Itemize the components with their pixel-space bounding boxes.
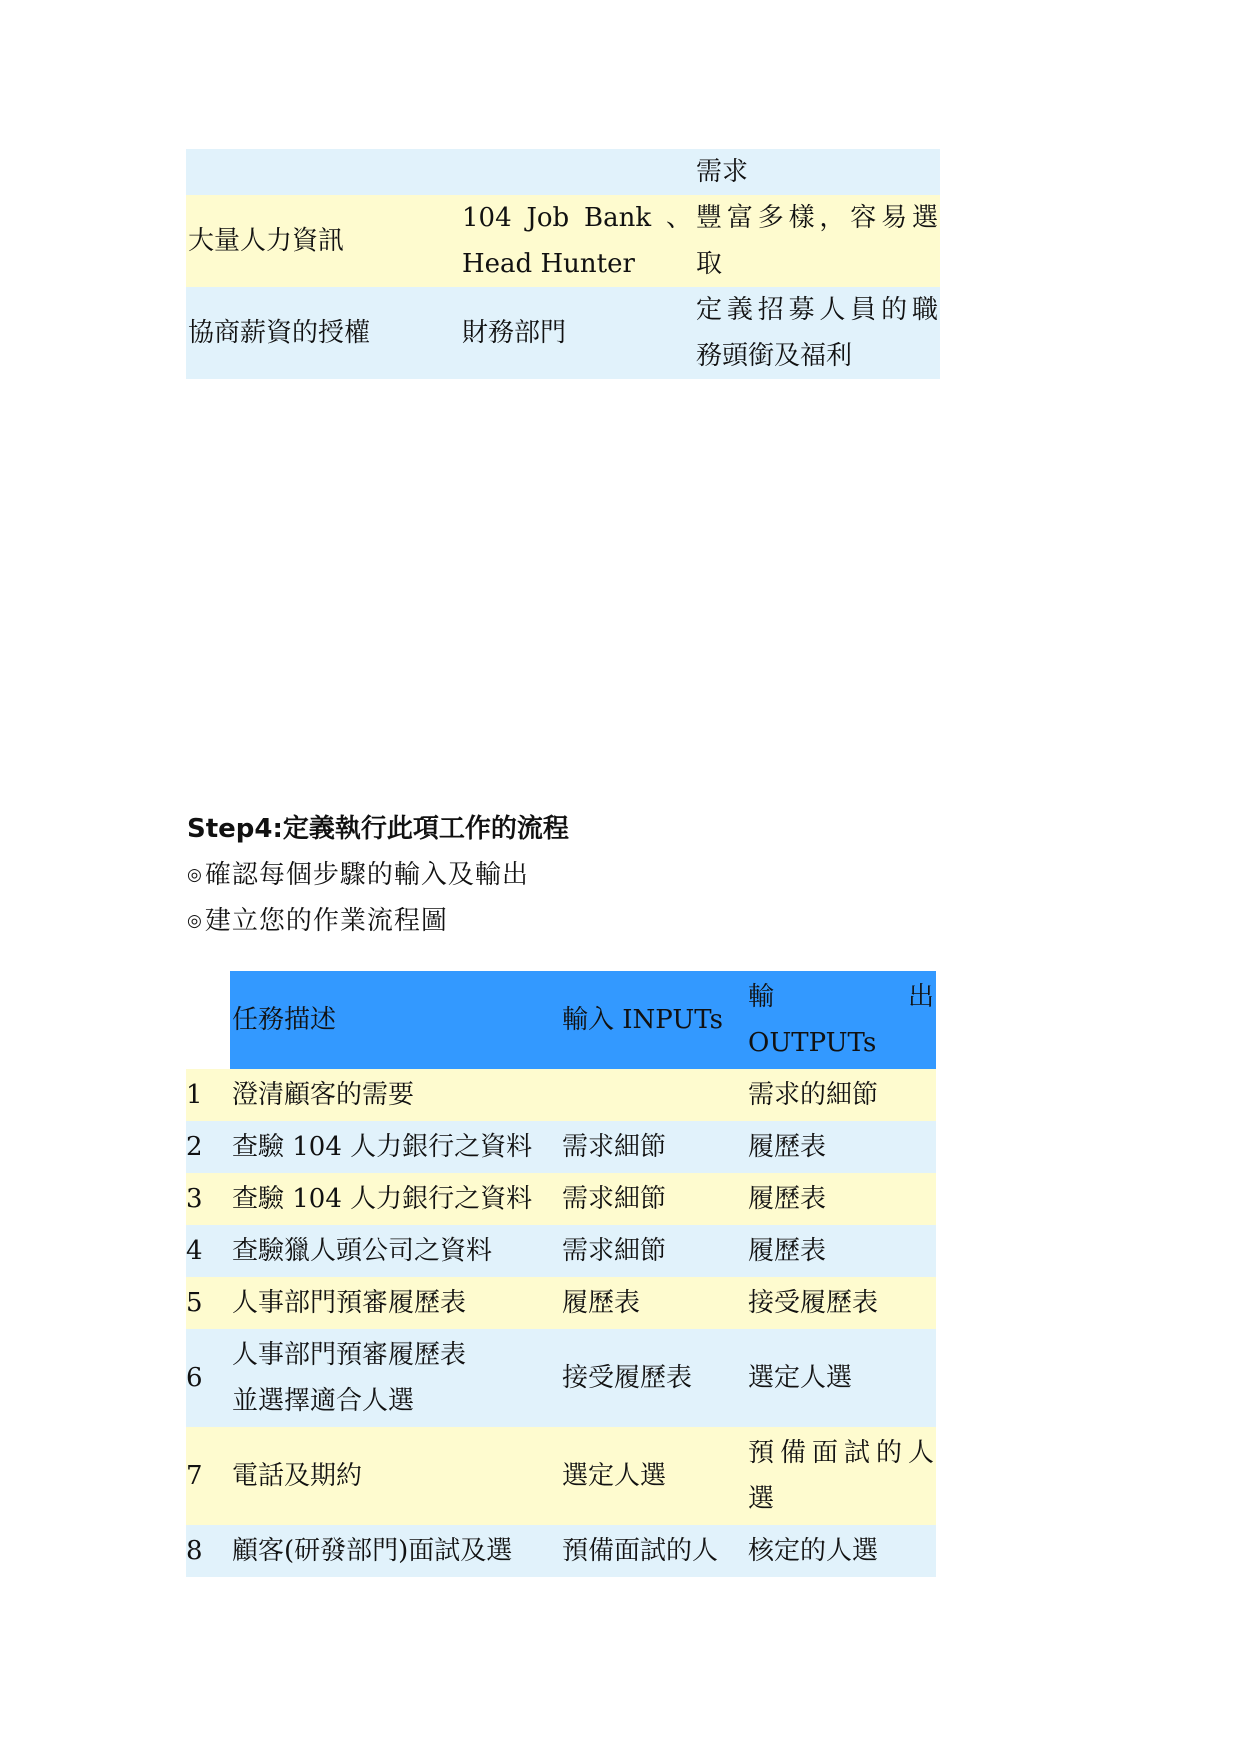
table-row: [186, 1277, 936, 1329]
table-cell: 協商薪資的授權: [188, 318, 371, 348]
table-row: [186, 1225, 936, 1277]
input-cell: 預備面試的人: [562, 1536, 719, 1566]
cell-line: 並選擇適合人選: [232, 1386, 415, 1416]
task-cell: 電話及期約: [232, 1461, 363, 1491]
table-cell: 大量人力資訊: [188, 226, 345, 256]
output-cell: [746, 1427, 936, 1525]
output-cell: 履歷表: [748, 1236, 827, 1266]
task-cell: 人事部門預審履歷表: [232, 1288, 467, 1318]
table-row: [186, 1173, 936, 1225]
output-cell: 接受履歷表: [748, 1288, 879, 1318]
header-outputs-line: 輸 出: [748, 982, 934, 1012]
cell-line: 取: [696, 249, 723, 279]
workflow-table: [186, 971, 936, 1577]
table-header-row: [186, 971, 936, 1069]
task-cell: 顧客(研發部門)面試及選: [232, 1536, 513, 1566]
table-cell: [694, 195, 940, 287]
output-cell: 履歷表: [748, 1132, 827, 1162]
input-cell: 履歷表: [562, 1288, 641, 1318]
cell-line: 定義招募人員的職: [696, 295, 938, 325]
bullet-text: 確認每個步驟的輸入及輸出: [204, 860, 529, 890]
cell-line: 豐富多樣，容易選: [696, 203, 938, 233]
step-number: 6: [186, 1363, 203, 1393]
table-row: [186, 1121, 936, 1173]
step-number: 8: [186, 1536, 203, 1566]
step-number: 1: [186, 1080, 203, 1110]
task-cell: [230, 1329, 560, 1427]
header-task: 任務描述: [230, 971, 560, 1069]
cell-line: 務頭銜及福利: [696, 341, 853, 371]
output-cell: 選定人選: [748, 1363, 853, 1393]
task-cell: 查驗 104 人力銀行之資料: [232, 1184, 533, 1214]
circle-bullet-icon: ◎: [187, 865, 203, 885]
input-cell: 需求細節: [562, 1132, 667, 1162]
header-outputs: [746, 971, 936, 1069]
cell-line: 預備面試的人: [748, 1438, 934, 1468]
table-row: [186, 1329, 936, 1427]
cell-line: Head Hunter: [462, 249, 635, 279]
header-cell-blank: [186, 971, 230, 1069]
table-row: [186, 1069, 936, 1121]
table-row: [186, 287, 940, 379]
table-row: [186, 149, 940, 195]
output-cell: 需求的細節: [748, 1080, 879, 1110]
input-cell: 接受履歷表: [562, 1363, 693, 1393]
header-inputs: 輸入 INPUTs: [560, 971, 746, 1069]
bullet-text: 建立您的作業流程圖: [204, 906, 448, 936]
table-cell: [186, 149, 460, 195]
bullet-item: [187, 855, 529, 895]
table-row: [186, 1525, 936, 1577]
input-cell: 選定人選: [562, 1461, 667, 1491]
header-outputs-line: OUTPUTs: [748, 1028, 877, 1058]
input-cell: 需求細節: [562, 1236, 667, 1266]
step-number: 7: [186, 1461, 203, 1491]
bullet-item: [187, 901, 448, 941]
table-row: [186, 1427, 936, 1525]
task-cell: 查驗獵人頭公司之資料: [232, 1236, 493, 1266]
cell-line: 104 Job Bank 、: [462, 203, 692, 233]
circle-bullet-icon: ◎: [187, 911, 203, 931]
table-cell: 需求: [696, 157, 749, 187]
cell-line: 人事部門預審履歷表: [232, 1340, 467, 1370]
input-cell: 需求細節: [562, 1184, 667, 1214]
output-cell: 核定的人選: [748, 1536, 879, 1566]
cell-line: 選: [748, 1484, 775, 1514]
table-cell: [460, 149, 694, 195]
task-cell: 查驗 104 人力銀行之資料: [232, 1132, 533, 1162]
step-number: 5: [186, 1288, 203, 1318]
step-number: 4: [186, 1236, 203, 1266]
step-number: 2: [186, 1132, 203, 1162]
table-cell: [460, 195, 694, 287]
table-cell: [694, 287, 940, 379]
table-row: [186, 195, 940, 287]
task-cell: 澄清顧客的需要: [232, 1080, 415, 1110]
table-cell: 財務部門: [462, 318, 567, 348]
output-cell: 履歷表: [748, 1184, 827, 1214]
input-cell: [560, 1069, 746, 1121]
requirements-table: [186, 149, 940, 379]
step-number: 3: [186, 1184, 203, 1214]
section-heading: Step4:定義執行此項工作的流程: [187, 814, 569, 844]
